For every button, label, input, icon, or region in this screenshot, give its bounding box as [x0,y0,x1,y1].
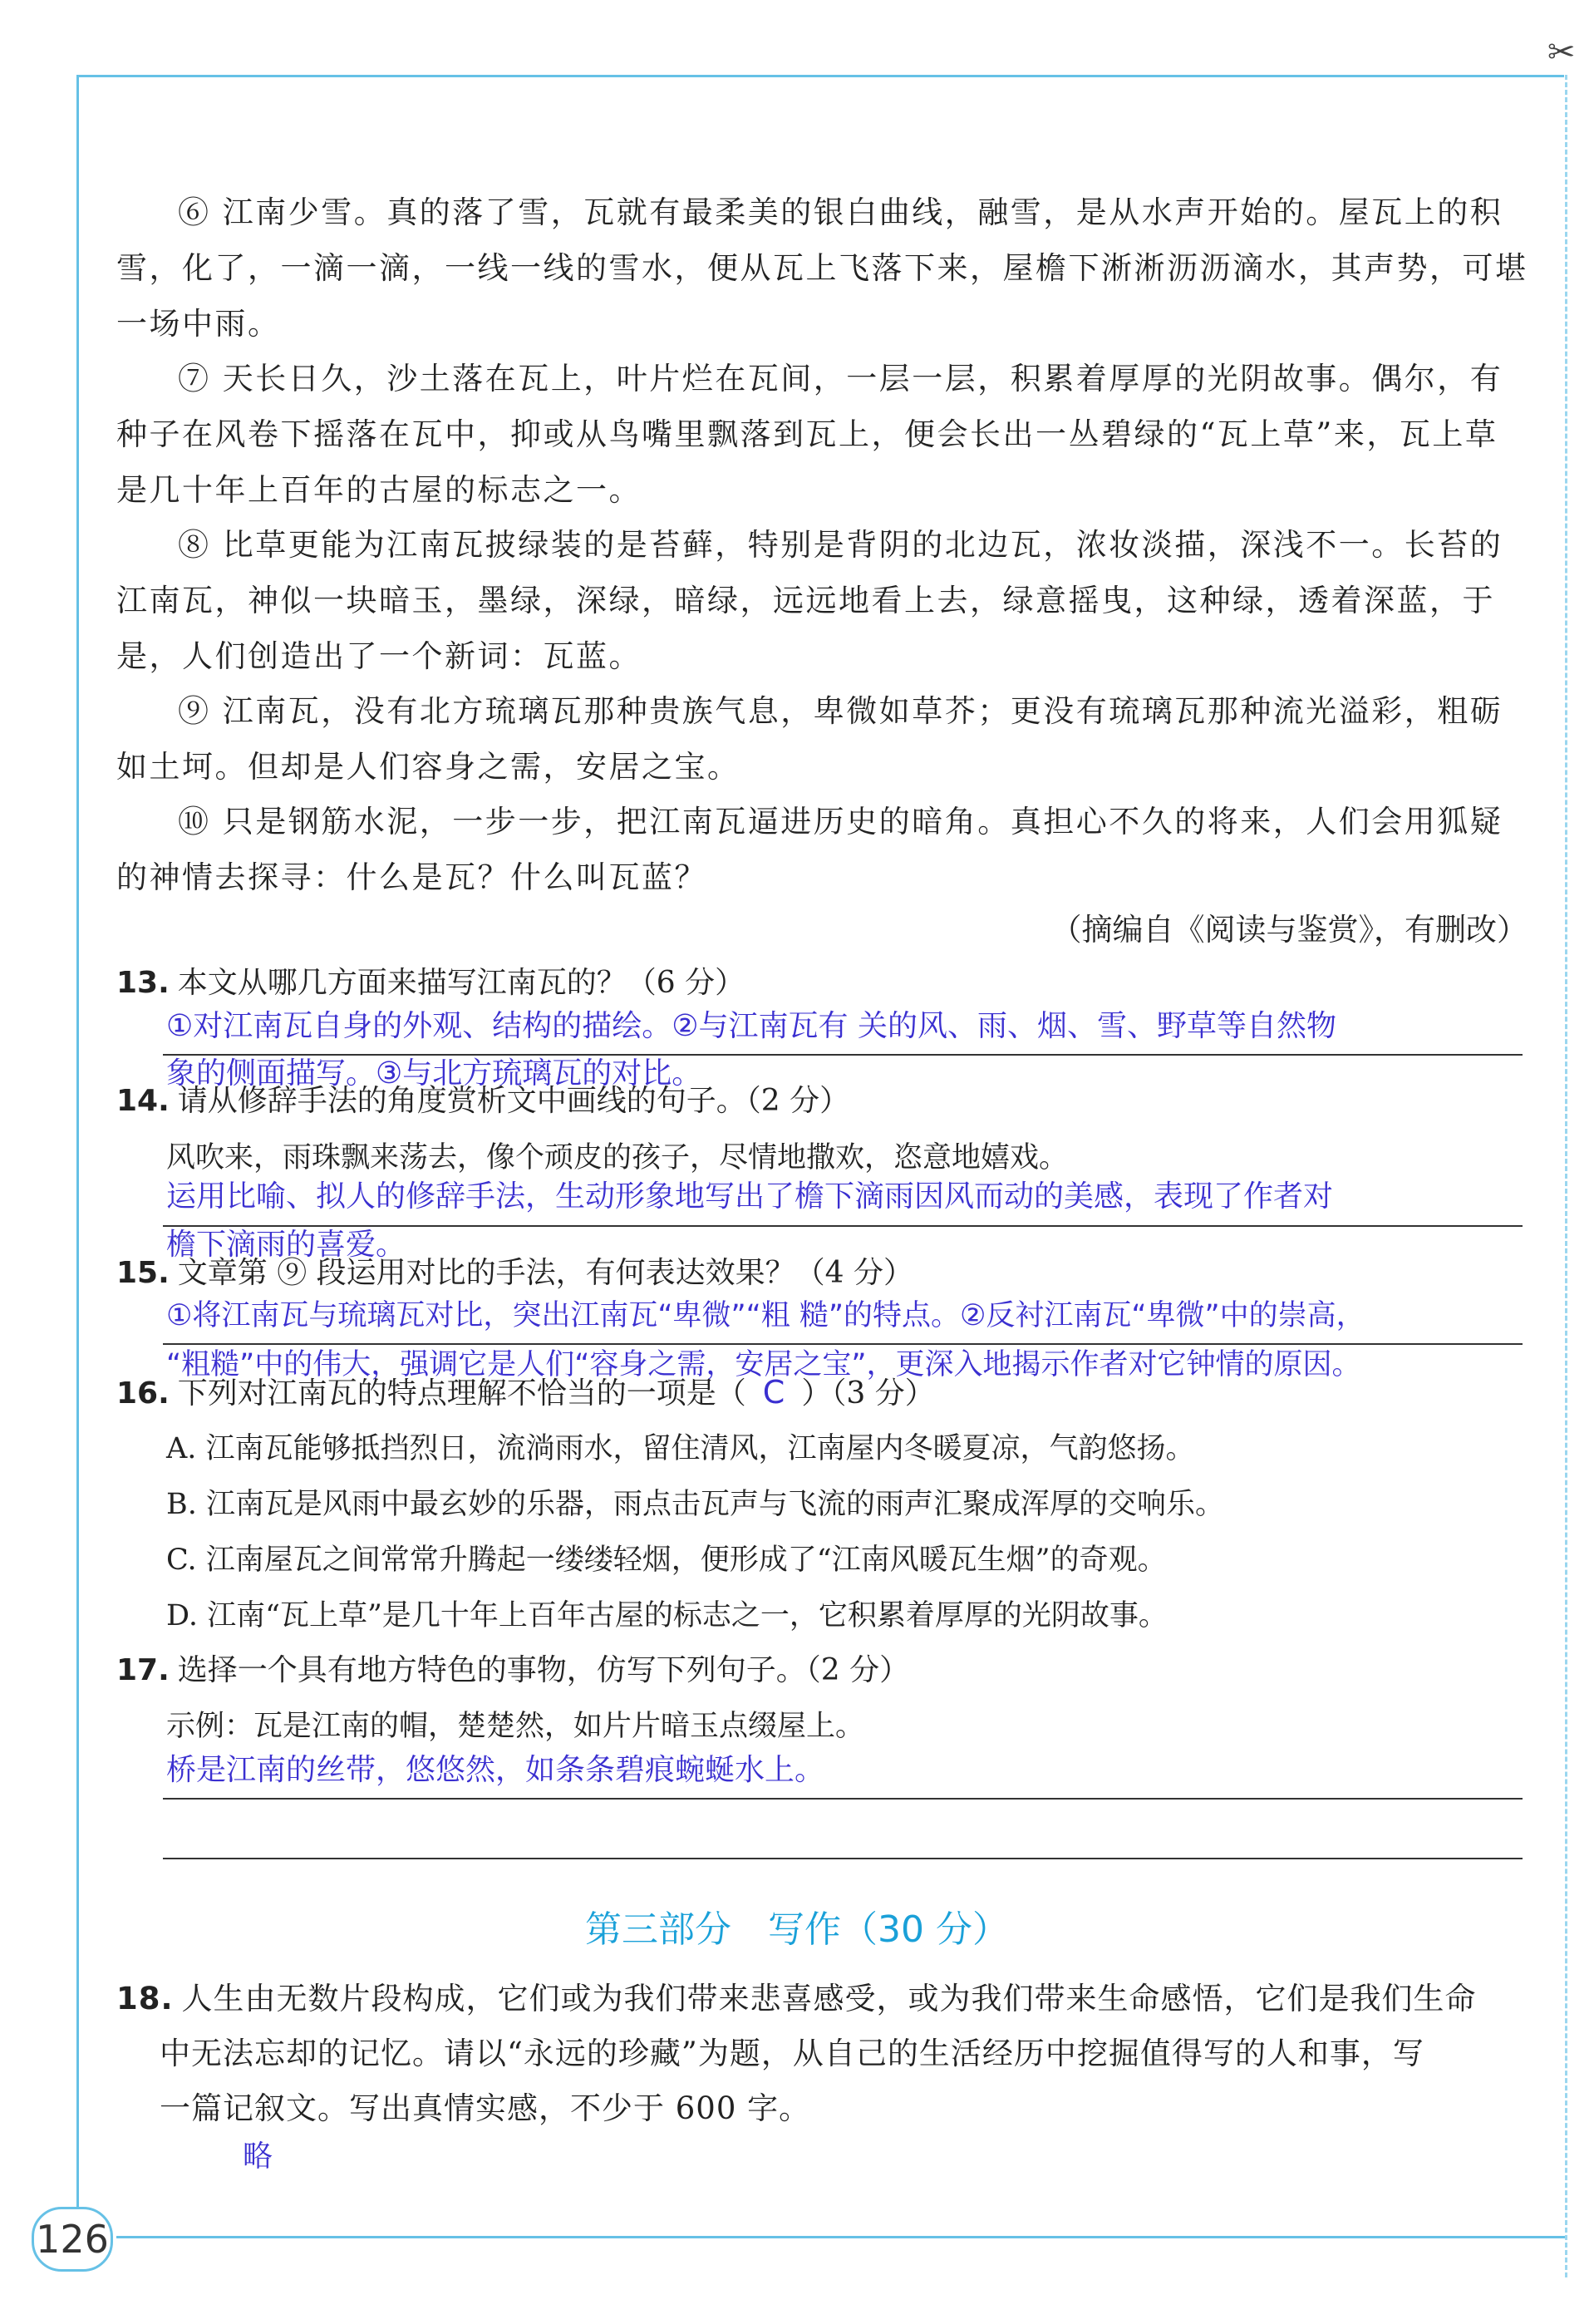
question-number: 17. [116,1653,170,1687]
answer-18: 略 [243,2139,273,2174]
question-14 [116,1076,1537,1126]
question-16 [116,1367,1537,1419]
frame-bottom-line [116,2236,1567,2238]
page-number: 126 [32,2207,113,2272]
answer-17: 桥是江南的丝带，悠悠然，如条条碧痕蜿蜒水上。 [166,1753,825,1787]
question-text: 下列对江南瓦的特点理解不恰当的一项是（ [177,1376,746,1411]
answer-14-line-1: 运用比喻、拟人的修辞手法，生动形象地写出了檐下滴雨因风而动的美感，表现了作者对 [166,1179,1334,1214]
choice-answer: C [762,1374,785,1411]
quoted-sentence: 风吹来，雨珠飘来荡去，像个顽皮的孩子，尽情地撒欢，恣意地嬉戏。 [166,1141,1069,1174]
question-text: 请从修辞手法的角度赏析文中画线的句子。（2 分） [177,1084,850,1118]
passage-paragraph-9: ⑨ 江南瓦，没有北方琉璃瓦那种贵族气息，卑微如草芥；更没有琉璃瓦那种流光溢彩，粗砺如土坷。但却是人们容身之需，安居之宝。 [116,693,1503,785]
answer-15-line-2: “粗糙”中的伟大，强调它是人们“容身之需，安居之宝”，更深入地揭示作者对它钟情的原因。 [166,1348,1361,1381]
answer-rule [163,1858,1523,1859]
question-17 [116,1646,1537,1696]
question-text-line-3: 一篇记叙文。写出真情实感，不少于 600 字。 [160,2090,811,2126]
question-number: 16. [116,1376,170,1411]
option-b: B. 江南瓦是风雨中最玄妙的乐器，雨点击瓦声与飞流的雨声汇聚成浑厚的交响乐。 [166,1488,1224,1521]
question-points: ）（3 分） [801,1376,935,1411]
example-sentence: 示例：瓦是江南的帽，楚楚然，如片片暗玉点缀屋上。 [166,1710,865,1743]
answer-13-line-2: 象的侧面描写。③与北方琉璃瓦的对比。 [166,1056,702,1091]
passage-paragraph-7: ⑦ 天长日久，沙土落在瓦上，叶片烂在瓦间，一层一层，积累着厚厚的光阴故事。偶尔，有种子在风卷下摇落在瓦中，抑或从鸟嘴里飘落到瓦上，便会长出一丛碧绿的“瓦上草”来，瓦上草是几十年上百年的古屋的标志之一。 [116,361,1503,508]
option-a: A. 江南瓦能够抵挡烈日，流淌雨水，留住清风，江南屋内冬暖夏凉，气韵悠扬。 [166,1432,1195,1465]
passage-paragraph-10: ⑩ 只是钢筋水泥，一步一步，把江南瓦逼进历史的暗角。真担心不久的将来，人们会用狐疑的神情去探寻：什么是瓦？什么叫瓦蓝？ [116,804,1503,895]
section-title: 第三部分 写作（30 分） [585,1908,1009,1951]
question-number: 15. [116,1256,170,1290]
question-number: 18. [116,1981,174,2016]
answer-rule [163,1798,1523,1800]
question-13 [116,958,1537,1008]
question-text-line-2: 中无法忘却的记忆。请以“永远的珍藏”为题，从自己的生活经历中挖掘值得写的人和事，写 [160,2036,1424,2071]
question-text: 选择一个具有地方特色的事物，仿写下列句子。（2 分） [177,1653,910,1687]
top-band [0,0,1594,76]
question-text: 文章第 ⑨ 段运用对比的手法，有何表达效果？（4 分） [177,1256,914,1290]
source-citation: （摘编自《阅读与鉴赏》，有删改） [1050,912,1528,948]
answer-13-line-1: ①对江南瓦自身的外观、结构的描绘。②与江南瓦有 关的风、雨、烟、雪、野草等自然物 [166,1009,1336,1043]
passage-paragraph-6: ⑥ 江南少雪。真的落了雪，瓦就有最柔美的银白曲线，融雪，是从水声开始的。屋瓦上的积雪，化了，一滴一滴，一线一线的雪水，便从瓦上飞落下来，屋檐下淅淅沥沥滴水，其声势，可堪一场中雨。 [116,194,1528,342]
option-c: C. 江南屋瓦之间常常升腾起一缕缕轻烟，便形成了“江南风暖瓦生烟”的奇观。 [166,1544,1167,1577]
scissors-icon: ✂ [1547,33,1576,71]
question-18 [116,1972,1537,2136]
question-number: 14. [116,1084,170,1118]
option-d: D. 江南“瓦上草”是几十年上百年古屋的标志之一，它积累着厚厚的光阴故事。 [166,1599,1168,1632]
question-text-line-1: 人生由无数片段构成，它们或为我们带来悲喜感受，或为我们带来生命感悟，它们是我们生命 [181,1981,1477,2016]
question-text: 本文从哪几方面来描写江南瓦的？（6 分） [177,966,745,1000]
question-number: 13. [116,966,170,1000]
frame-top-line [76,75,1564,77]
answer-14-line-2: 檐下滴雨的喜爱。 [166,1228,406,1262]
passage-paragraph-8: ⑧ 比草更能为江南瓦披绿装的是苔藓，特别是背阴的北边瓦，浓妆淡描，深浅不一。长苔的江南瓦，神似一块暗玉，墨绿，深绿，暗绿，远远地看上去，绿意摇曳，这种绿，透着深蓝，于是，人们创造出了一个新词：瓦蓝。 [116,527,1503,674]
answer-15-line-1: ①将江南瓦与琉璃瓦对比，突出江南瓦“卑微”“粗 糙”的特点。②反衬江南瓦“卑微”中的崇高， [166,1299,1365,1332]
